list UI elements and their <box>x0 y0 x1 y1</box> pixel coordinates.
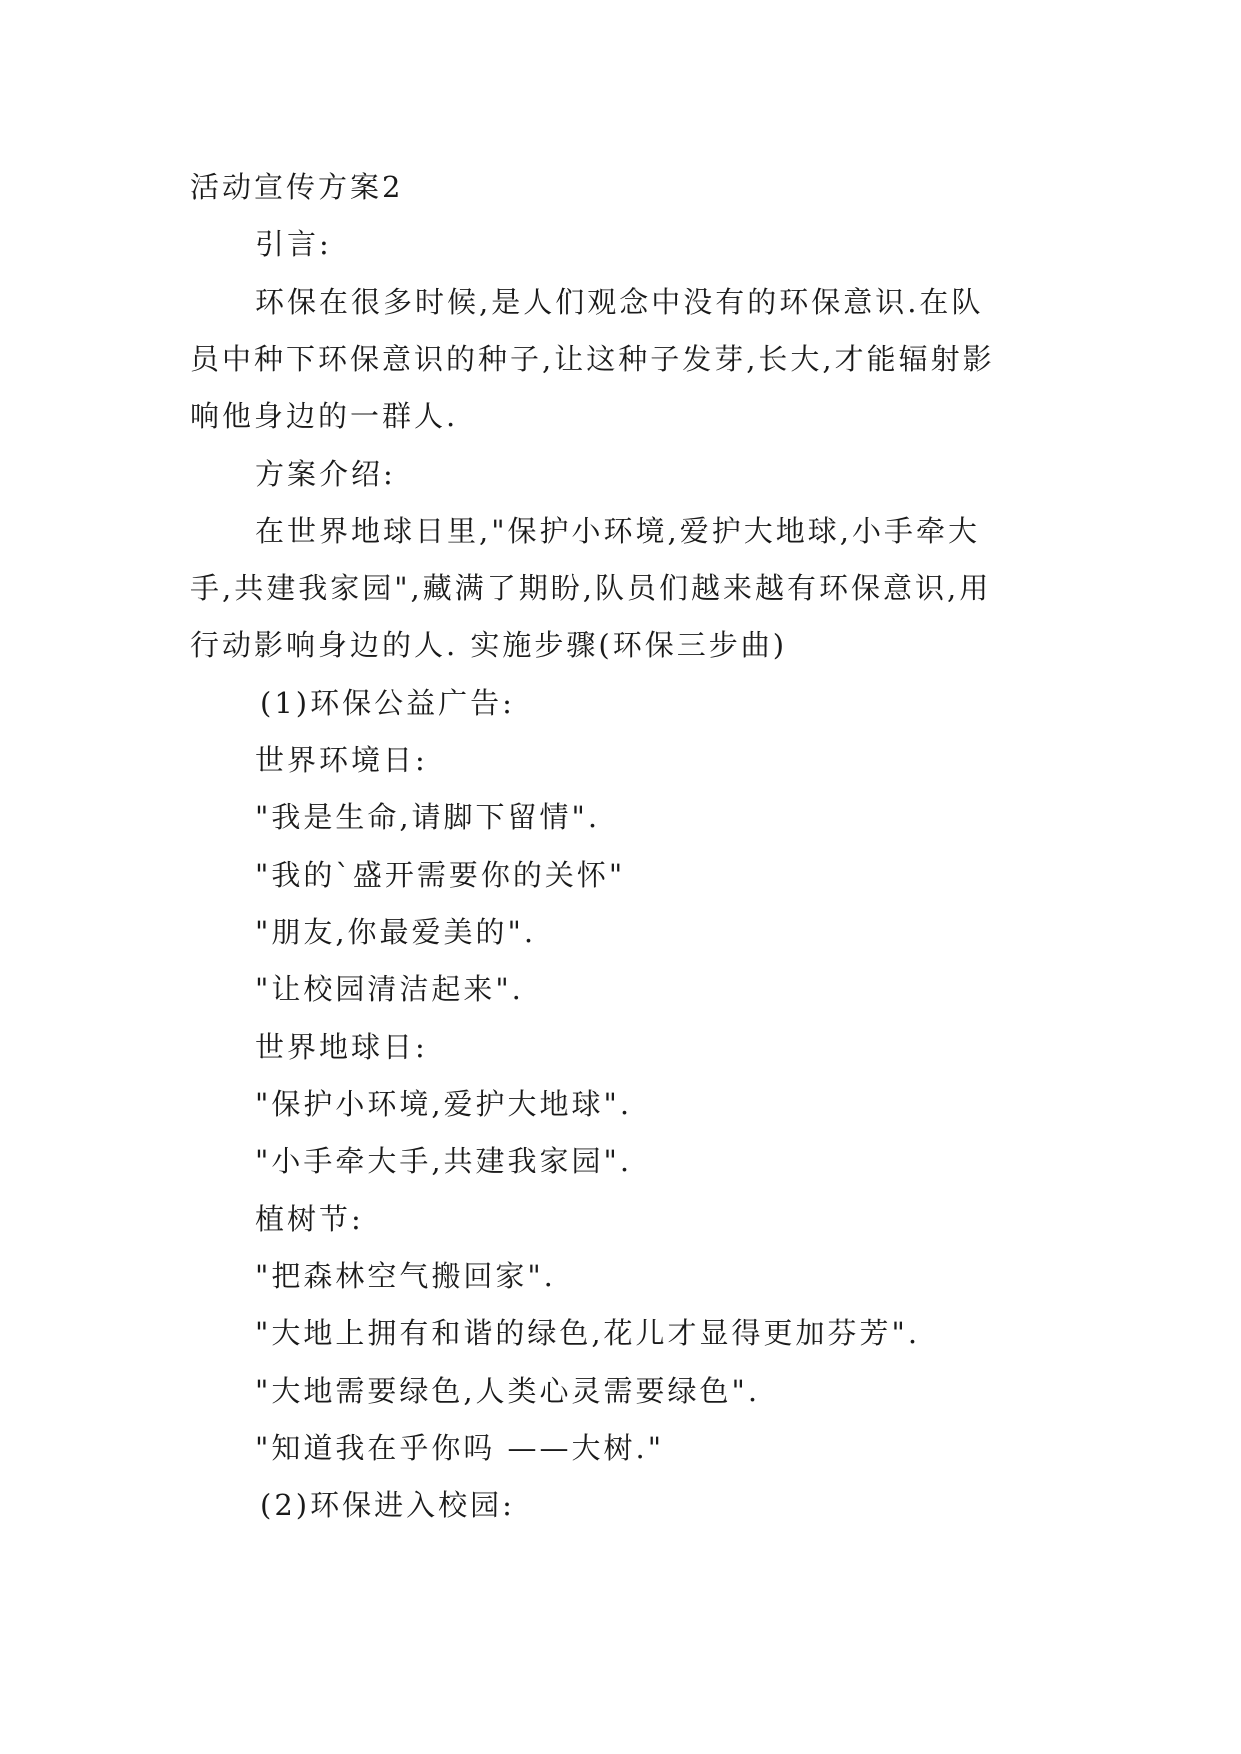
slogan-line: "小手牵大手,共建我家园". <box>255 1144 633 1178</box>
paragraph-line: 环保在很多时候,是人们观念中没有的环保意识.在队 <box>255 285 984 319</box>
slogan-line: "大地需要绿色,人类心灵需要绿色". <box>255 1374 761 1408</box>
step-heading-1: (1)环保公益广告: <box>260 686 515 720</box>
step-heading-2: (2)环保进入校园: <box>260 1488 515 1522</box>
slogan-line: "我的`盛开需要你的关怀" <box>255 858 626 892</box>
paragraph-line: 响他身边的一群人. <box>190 399 459 433</box>
section-heading-intro: 引言: <box>255 227 332 261</box>
paragraph-line: 在世界地球日里,"保护小环境,爱护大地球,小手牵大 <box>255 514 980 548</box>
slogan-line: "我是生命,请脚下留情". <box>255 800 601 834</box>
slogan-line: "朋友,你最爱美的". <box>255 915 537 949</box>
slogan-line: "把森林空气搬回家". <box>255 1259 556 1293</box>
document-title: 活动宣传方案2 <box>190 170 404 204</box>
slogan-line: "保护小环境,爱护大地球". <box>255 1087 633 1121</box>
subheading-earth-day: 世界地球日: <box>255 1030 428 1064</box>
slogan-line: "让校园清洁起来". <box>255 972 524 1006</box>
subheading-arbor-day: 植树节: <box>255 1202 364 1236</box>
paragraph-line: 行动影响身边的人. 实施步骤(环保三步曲) <box>190 628 788 662</box>
subheading-environment-day: 世界环境日: <box>255 743 428 777</box>
section-heading-plan: 方案介绍: <box>255 457 396 491</box>
slogan-line: "大地上拥有和谐的绿色,花儿才显得更加芬芳". <box>255 1316 921 1350</box>
paragraph-line: 员中种下环保意识的种子,让这种子发芽,长大,才能辐射影 <box>190 342 995 376</box>
slogan-line: "知道我在乎你吗 ——大树." <box>255 1431 665 1465</box>
paragraph-line: 手,共建我家园",藏满了期盼,队员们越来越有环保意识,用 <box>190 571 992 605</box>
